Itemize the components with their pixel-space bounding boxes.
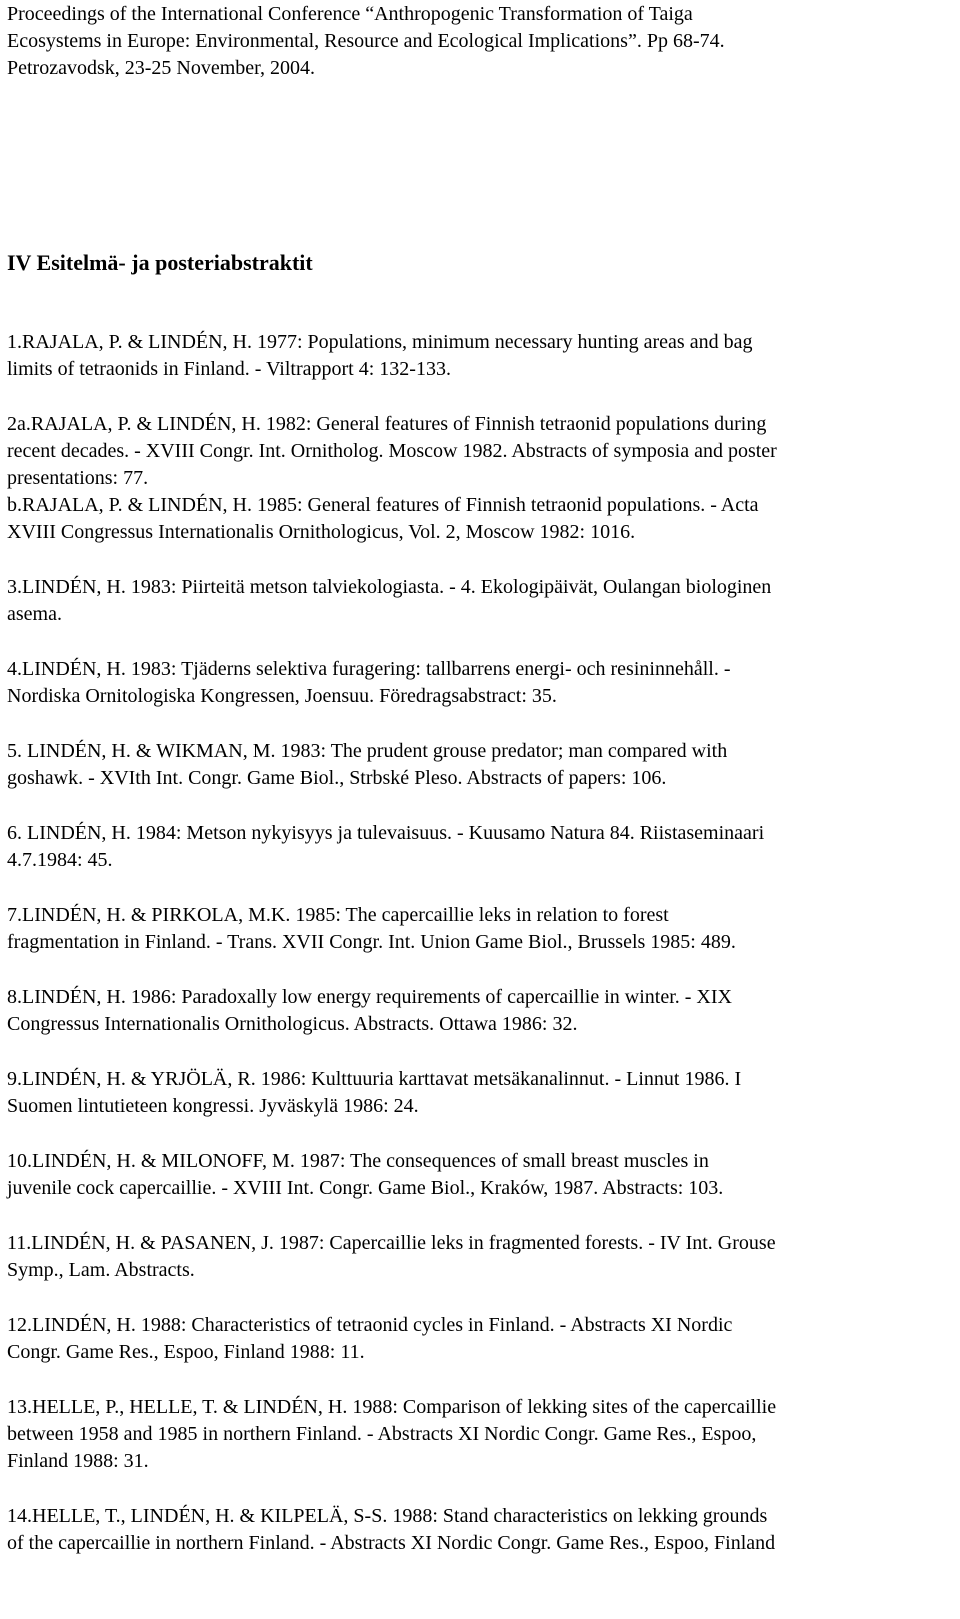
entry-line: 5. LINDÉN, H. & WIKMAN, M. 1983: The prudent grouse predator; man compared with [7, 740, 728, 762]
entry-line: b.RAJALA, P. & LINDÉN, H. 1985: General features of Finnish tetraonid populations. - Acta [7, 494, 759, 516]
entry-line: 6. LINDÉN, H. 1984: Metson nykyisyys ja tulevaisuus. - Kuusamo Natura 84. Riistaseminaari [7, 822, 765, 844]
section-title: IV Esitelmä- ja posteriabstraktit [7, 250, 313, 275]
entry-line: Finland 1988: 31. [7, 1450, 149, 1472]
abstract-entry [7, 492, 952, 546]
entry-line: 9.LINDÉN, H. & YRJÖLÄ, R. 1986: Kulttuuria karttavat metsäkanalinnut. - Linnut 1986. I [7, 1068, 742, 1090]
abstract-entry [7, 1148, 952, 1202]
entry-line: recent decades. - XVIII Congr. Int. Ornitholog. Moscow 1982. Abstracts of symposia and poster [7, 440, 777, 462]
header-line: Petrozavodsk, 23-25 November, 2004. [7, 57, 316, 79]
entry-line: Suomen lintutieteen kongressi. Jyväskylä 1986: 24. [7, 1095, 419, 1117]
entry-line: 1.RAJALA, P. & LINDÉN, H. 1977: Populations, minimum necessary hunting areas and bag [7, 331, 753, 353]
header-line: Proceedings of the International Conference “Anthropogenic Transformation of Taiga [7, 3, 693, 25]
entry-line: fragmentation in Finland. - Trans. XVII Congr. Int. Union Game Biol., Brussels 1985: 489. [7, 931, 736, 953]
entry-line: goshawk. - XVIth Int. Congr. Game Biol., Strbské Pleso. Abstracts of papers: 106. [7, 767, 667, 789]
entry-line: between 1958 and 1985 in northern Finland. - Abstracts XI Nordic Congr. Game Res., Espoo, [7, 1423, 757, 1445]
entry-line: Congr. Game Res., Espoo, Finland 1988: 11. [7, 1341, 365, 1363]
entry-line: Nordiska Ornitologiska Kongressen, Joensuu. Föredragsabstract: 35. [7, 685, 557, 707]
entry-line: 10.LINDÉN, H. & MILONOFF, M. 1987: The consequences of small breast muscles in [7, 1150, 709, 1172]
entry-line: 4.LINDÉN, H. 1983: Tjäderns selektiva furagering: tallbarrens energi- och resininnehåll. - [7, 658, 731, 680]
entry-line: of the capercaillie in northern Finland. - Abstracts XI Nordic Congr. Game Res., Espoo, Finland [7, 1532, 776, 1554]
abstract-entry [7, 1230, 952, 1284]
entry-line: 11.LINDÉN, H. & PASANEN, J. 1987: Capercaillie leks in fragmented forests. - IV Int. Grouse [7, 1232, 776, 1254]
abstract-entry [7, 656, 952, 710]
entry-line: 7.LINDÉN, H. & PIRKOLA, M.K. 1985: The capercaillie leks in relation to forest [7, 904, 669, 926]
entry-line: 13.HELLE, P., HELLE, T. & LINDÉN, H. 1988: Comparison of lekking sites of the capercaillie [7, 1396, 777, 1418]
abstract-entry [7, 329, 952, 383]
abstract-entry [7, 1503, 952, 1557]
entry-line: 14.HELLE, T., LINDÉN, H. & KILPELÄ, S-S. 1988: Stand characteristics on lekking grounds [7, 1505, 768, 1527]
abstract-entry [7, 1394, 952, 1475]
entry-line: asema. [7, 603, 62, 625]
abstract-entry [7, 411, 952, 492]
entry-line: 3.LINDÉN, H. 1983: Piirteitä metson talviekologiasta. - 4. Ekologipäivät, Oulangan biologinen [7, 576, 772, 598]
entry-line: Symp., Lam. Abstracts. [7, 1259, 195, 1281]
entry-line: Congressus Internationalis Ornithologicus. Abstracts. Ottawa 1986: 32. [7, 1013, 578, 1035]
entry-line: presentations: 77. [7, 467, 149, 489]
entry-line: 4.7.1984: 45. [7, 849, 113, 871]
abstract-entry [7, 1312, 952, 1366]
abstract-entry [7, 1066, 952, 1120]
document-page [7, 0, 952, 1554]
abstract-entry [7, 984, 952, 1038]
entry-line: 12.LINDÉN, H. 1988: Characteristics of tetraonid cycles in Finland. - Abstracts XI Nordic [7, 1314, 733, 1336]
abstract-entry [7, 574, 952, 628]
abstract-entry [7, 902, 952, 956]
abstract-entry [7, 820, 952, 874]
entry-line: XVIII Congressus Internationalis Ornithologicus, Vol. 2, Moscow 1982: 1016. [7, 521, 636, 543]
header-line: Ecosystems in Europe: Environmental, Resource and Ecological Implications”. Pp 68-74. [7, 30, 725, 52]
abstract-list [7, 329, 952, 1585]
entry-line: limits of tetraonids in Finland. - Viltrapport 4: 132-133. [7, 358, 451, 380]
proceedings-header [7, 0, 952, 82]
entry-line: 8.LINDÉN, H. 1986: Paradoxally low energy requirements of capercaillie in winter. - XIX [7, 986, 732, 1008]
entry-line: 2a.RAJALA, P. & LINDÉN, H. 1982: General features of Finnish tetraonid populations during [7, 413, 767, 435]
entry-line: juvenile cock capercaillie. - XVIII Int. Congr. Game Biol., Kraków, 1987. Abstracts: 103. [7, 1177, 724, 1199]
abstract-entry [7, 738, 952, 792]
